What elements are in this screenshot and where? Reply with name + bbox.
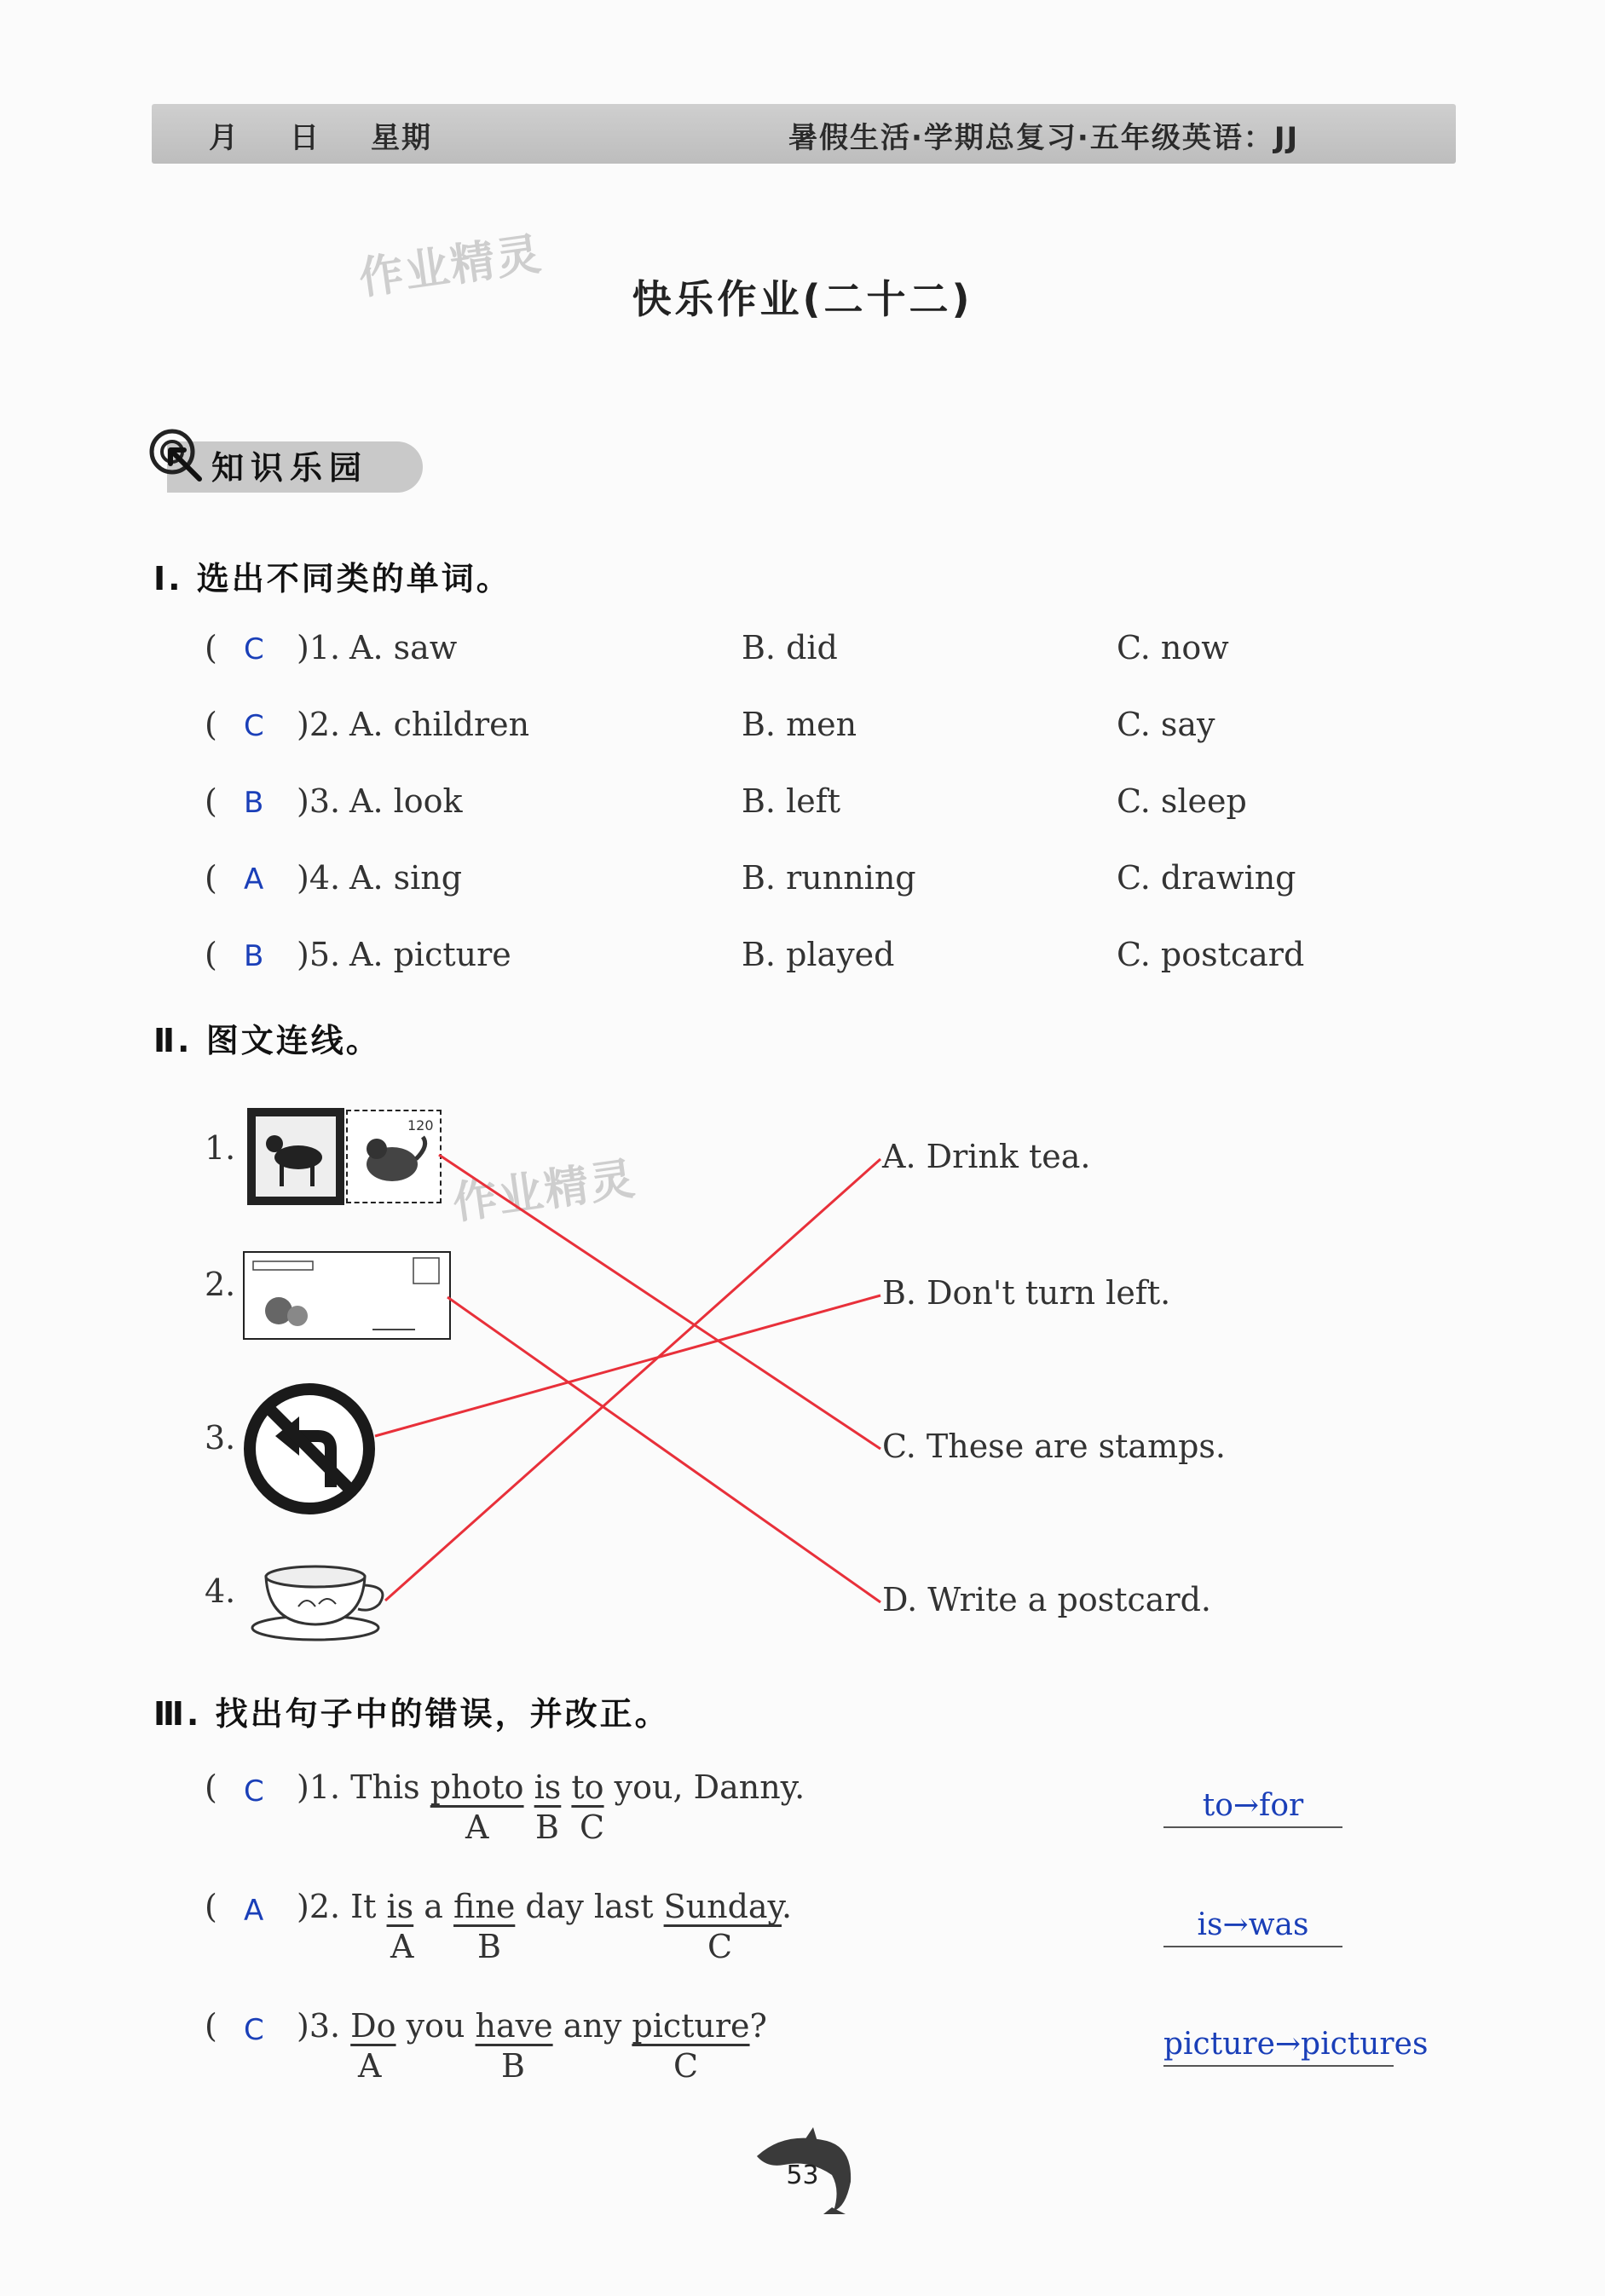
answer: B: [244, 939, 264, 973]
sentence-text: any: [552, 2007, 632, 2045]
underlined-word-b: fine: [453, 1888, 516, 1925]
stamp-value: 120: [407, 1117, 434, 1134]
option-b: B. played: [742, 936, 895, 973]
match-line-1-c: [439, 1155, 880, 1449]
paren-open: (: [205, 782, 217, 820]
watermark: 作业精灵: [355, 228, 546, 305]
answer: A: [244, 862, 264, 897]
sentence-text: you, Danny.: [603, 1768, 805, 1806]
underlined-word-a: is: [386, 1888, 414, 1925]
option-b: B. did: [742, 629, 838, 666]
underlined-word-b: have: [475, 2007, 553, 2045]
underlined-word-a: photo: [430, 1768, 524, 1806]
underlined-word-c: picture: [632, 2007, 750, 2045]
question-number: )5.: [297, 936, 341, 973]
paren-open: (: [205, 629, 217, 666]
underlined-word-c: to: [571, 1768, 604, 1806]
option-a: A. sing: [349, 859, 463, 897]
label-a: A: [390, 1928, 414, 1965]
option-a: A. children: [349, 706, 530, 743]
question-number: )4.: [297, 859, 341, 897]
option-c: C. postcard: [1117, 936, 1305, 973]
sentence-text: )2. It: [297, 1888, 387, 1925]
paren-open: (: [205, 1888, 217, 1925]
picture-number: 3.: [205, 1419, 236, 1457]
header-day: 日: [290, 121, 320, 155]
match-line-2-d: [447, 1297, 880, 1602]
sentence-text: )1. This: [297, 1768, 430, 1806]
page-title: 快乐作业(二十二): [632, 276, 973, 322]
option-a: A. picture: [349, 936, 511, 973]
answer: C: [244, 632, 264, 666]
label-c: C: [707, 1928, 733, 1965]
sentence-text: )3.: [297, 2007, 351, 2045]
paren-open: (: [205, 706, 217, 743]
paren-open: (: [205, 936, 217, 973]
option-b: B. running: [742, 859, 916, 897]
sentence-text: a: [413, 1888, 454, 1925]
sentence-text: [561, 1768, 571, 1806]
paren-open: (: [205, 2007, 217, 2045]
sentence-text: ?: [749, 2007, 767, 2045]
option-c: C. sleep: [1117, 782, 1247, 820]
answer: C: [244, 2013, 264, 2047]
underlined-word-c: Sunday: [663, 1888, 782, 1925]
option-c: C. now: [1117, 629, 1229, 666]
option-b: B. men: [742, 706, 857, 743]
paren-open: (: [205, 1768, 217, 1806]
match-option-d: D. Write a postcard.: [882, 1581, 1211, 1618]
section3-title: Ⅲ. 找出句子中的错误，并改正。: [153, 1695, 670, 1733]
answer: A: [244, 1894, 264, 1928]
match-option-a: A. Drink tea.: [882, 1138, 1091, 1175]
sentence-text: .: [781, 1888, 793, 1925]
paren-open: (: [205, 859, 217, 897]
section1-title: Ⅰ. 选出不同类的单词。: [153, 560, 511, 597]
option-c: C. say: [1117, 706, 1215, 743]
correction-answer: to→for: [1163, 1788, 1342, 1828]
question-number: )3.: [297, 782, 341, 820]
match-option-b: B. Don't turn left.: [882, 1274, 1171, 1312]
label-b: B: [535, 1809, 559, 1846]
label-a: A: [358, 2047, 382, 2085]
answer: C: [244, 1774, 264, 1809]
correction-answer: picture→pictures: [1163, 2027, 1394, 2067]
option-b: B. left: [742, 782, 841, 820]
picture-number: 4.: [205, 1572, 236, 1610]
label-b: B: [501, 2047, 525, 2085]
label-c: C: [580, 1809, 605, 1846]
header-weekday: 星期: [371, 121, 432, 155]
sentence-text: day last: [515, 1888, 664, 1925]
label-c: C: [673, 2047, 699, 2085]
label-b: B: [477, 1928, 501, 1965]
picture-number: 2.: [205, 1266, 236, 1303]
question-number: )2.: [297, 706, 341, 743]
error-sentence: [297, 2007, 767, 2045]
sentence-text: [524, 1768, 534, 1806]
option-a: A. saw: [349, 629, 458, 666]
underlined-word-a: Do: [350, 2007, 396, 2045]
section-tag-label: 知识乐园: [211, 449, 369, 487]
label-a: A: [465, 1809, 489, 1846]
error-sentence: [297, 1888, 792, 1925]
error-sentence: [297, 1768, 805, 1806]
page-number: 53: [786, 2160, 819, 2190]
answer: B: [244, 786, 264, 820]
question-number: )1.: [297, 629, 341, 666]
underlined-word-b: is: [534, 1768, 562, 1806]
option-a: A. look: [349, 782, 463, 820]
match-line-4-a: [385, 1159, 880, 1601]
sentence-text: you: [395, 2007, 476, 2045]
correction-answer: is→was: [1163, 1907, 1342, 1947]
answer: C: [244, 709, 264, 743]
header-month: 月: [209, 121, 240, 155]
watermark: 作业精灵: [449, 1153, 639, 1230]
section2-title: Ⅱ. 图文连线。: [153, 1022, 381, 1059]
match-line-3-b: [375, 1295, 880, 1436]
picture-number: 1.: [205, 1129, 236, 1167]
match-option-c: C. These are stamps.: [882, 1428, 1227, 1465]
header-book-title: 暑假生活·学期总复习·五年级英语：JJ: [788, 121, 1300, 155]
option-c: C. drawing: [1117, 859, 1296, 897]
